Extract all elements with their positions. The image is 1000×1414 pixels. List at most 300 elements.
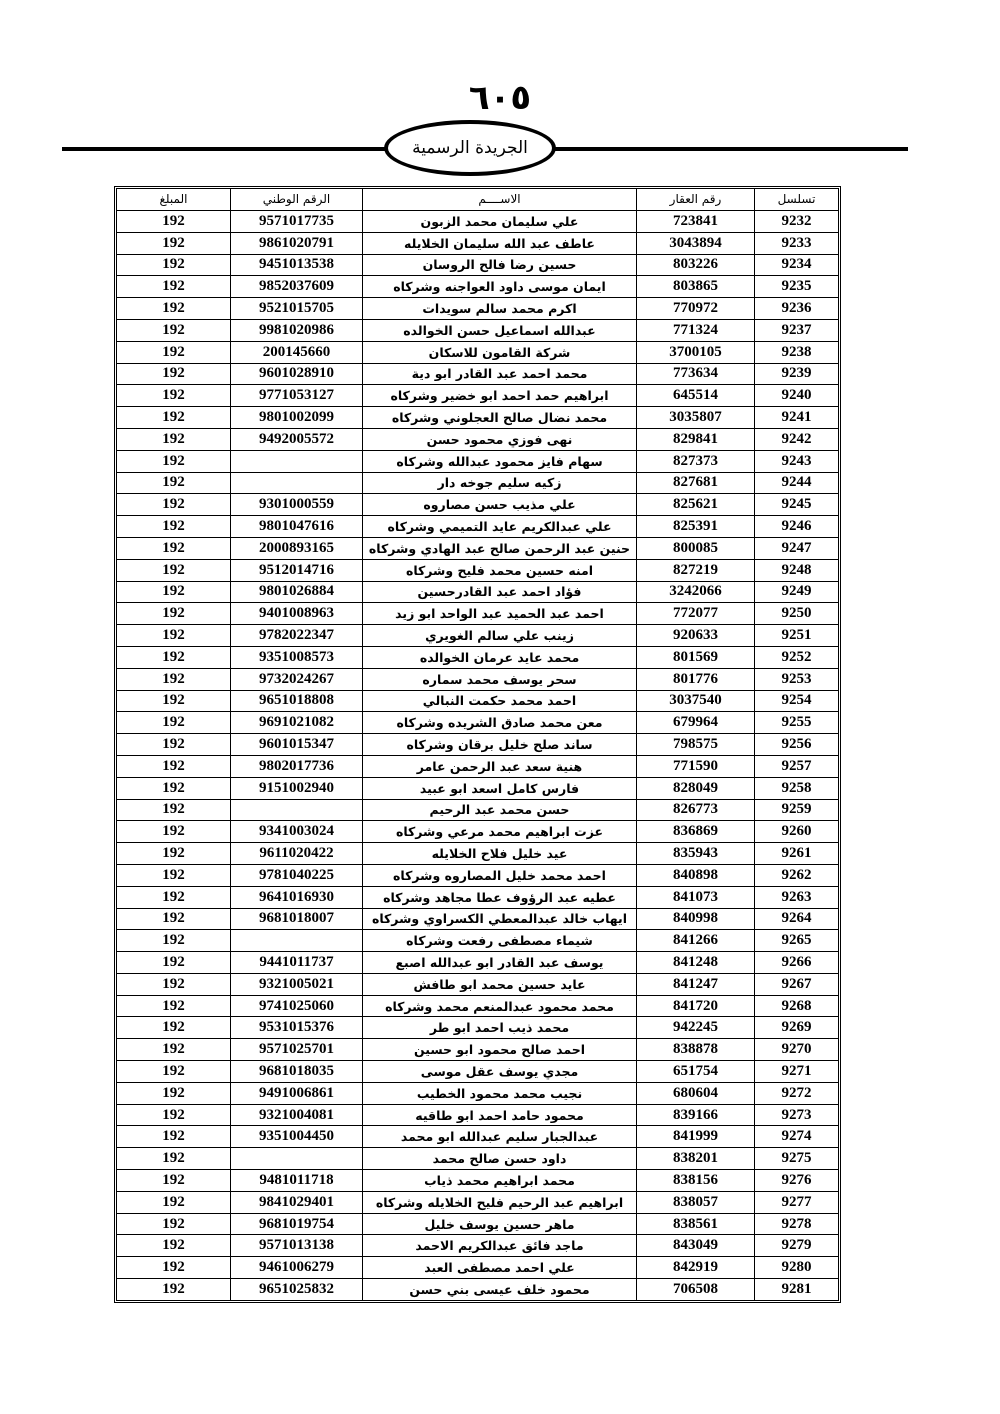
property-number-cell: 827681 (637, 472, 755, 494)
property-number-cell: 651754 (637, 1061, 755, 1083)
amount-cell: 192 (117, 1191, 231, 1213)
amount-cell: 192 (117, 428, 231, 450)
property-number-cell: 679964 (637, 712, 755, 734)
amount-cell: 192 (117, 712, 231, 734)
table-row (117, 1061, 839, 1083)
table-row (117, 843, 839, 865)
serial-cell: 9276 (755, 1170, 839, 1192)
table-row (117, 668, 839, 690)
serial-cell: 9237 (755, 319, 839, 341)
name-cell: محمد عايد عرمان الخوالده (363, 646, 637, 668)
name-cell: عطيه عبد الرؤوف عطا مجاهد وشركاه (363, 886, 637, 908)
serial-cell: 9267 (755, 973, 839, 995)
serial-cell: 9264 (755, 908, 839, 930)
table-row (117, 1126, 839, 1148)
national-id-cell: 9861020791 (231, 232, 363, 254)
serial-cell: 9275 (755, 1148, 839, 1170)
amount-cell: 192 (117, 537, 231, 559)
table-row (117, 211, 839, 233)
national-id-cell: 9481011718 (231, 1170, 363, 1192)
table-row (117, 559, 839, 581)
name-cell: ماهر حسين يوسف خليل (363, 1213, 637, 1235)
table-row (117, 1104, 839, 1126)
national-id-cell: 9852037609 (231, 276, 363, 298)
national-id-cell: 9492005572 (231, 428, 363, 450)
serial-cell: 9243 (755, 450, 839, 472)
name-cell: نهى فوزي محمود حسن (363, 428, 637, 450)
serial-cell: 9273 (755, 1104, 839, 1126)
table-row (117, 995, 839, 1017)
national-id-cell: 9641016930 (231, 886, 363, 908)
column-header-amount: المبلغ (117, 189, 231, 211)
property-number-cell: 841999 (637, 1126, 755, 1148)
table-row (117, 952, 839, 974)
amount-cell: 192 (117, 1126, 231, 1148)
table-row (117, 276, 839, 298)
table-row (117, 973, 839, 995)
serial-cell: 9256 (755, 734, 839, 756)
name-cell: عزت ابراهيم محمد مرعي وشركاه (363, 821, 637, 843)
property-number-cell: 723841 (637, 211, 755, 233)
amount-cell: 192 (117, 1039, 231, 1061)
name-cell: شركة القامون للاسكان (363, 341, 637, 363)
property-number-cell: 827219 (637, 559, 755, 581)
serial-cell: 9254 (755, 690, 839, 712)
table-row (117, 886, 839, 908)
table-row (117, 799, 839, 821)
property-number-cell: 771324 (637, 319, 755, 341)
table-row (117, 232, 839, 254)
serial-cell: 9257 (755, 755, 839, 777)
table-row (117, 1235, 839, 1257)
name-cell: اكرم محمد سالم سويدات (363, 298, 637, 320)
amount-cell: 192 (117, 581, 231, 603)
amount-cell: 192 (117, 1257, 231, 1279)
table-row (117, 755, 839, 777)
amount-cell: 192 (117, 450, 231, 472)
amount-cell: 192 (117, 995, 231, 1017)
property-number-cell: 827373 (637, 450, 755, 472)
serial-cell: 9281 (755, 1279, 839, 1301)
serial-cell: 9239 (755, 363, 839, 385)
property-number-cell: 3043894 (637, 232, 755, 254)
table-row (117, 298, 839, 320)
serial-cell: 9279 (755, 1235, 839, 1257)
property-number-cell: 803226 (637, 254, 755, 276)
amount-cell: 192 (117, 843, 231, 865)
name-cell: فؤاد احمد عبد القادرحسين (363, 581, 637, 603)
column-header-name: الاســــم (363, 189, 637, 211)
name-cell: شيماء مصطفى رفعت وشركاه (363, 930, 637, 952)
national-id-cell: 200145660 (231, 341, 363, 363)
table-row (117, 1170, 839, 1192)
serial-cell: 9242 (755, 428, 839, 450)
national-id-cell (231, 450, 363, 472)
serial-cell: 9280 (755, 1257, 839, 1279)
name-cell: احمد محمد حكمت النبالي (363, 690, 637, 712)
table-row (117, 319, 839, 341)
table-row (117, 1279, 839, 1301)
amount-cell: 192 (117, 1213, 231, 1235)
amount-cell: 192 (117, 646, 231, 668)
serial-cell: 9246 (755, 516, 839, 538)
column-header-serial: تسلسل (755, 189, 839, 211)
serial-cell: 9269 (755, 1017, 839, 1039)
national-id-cell: 9601028910 (231, 363, 363, 385)
table-row (117, 407, 839, 429)
name-cell: عبدالله اسماعيل حسن الخوالده (363, 319, 637, 341)
name-cell: امنه حسين محمد فليح وشركاه (363, 559, 637, 581)
name-cell: فارس كامل اسعد ابو عبيد (363, 777, 637, 799)
amount-cell: 192 (117, 298, 231, 320)
table-row (117, 472, 839, 494)
name-cell: سهام فايز محمود عبدالله وشركاه (363, 450, 637, 472)
national-id-cell: 9651018808 (231, 690, 363, 712)
amount-cell: 192 (117, 1235, 231, 1257)
amount-cell: 192 (117, 1082, 231, 1104)
property-number-cell: 645514 (637, 385, 755, 407)
table-row (117, 385, 839, 407)
table-row (117, 1257, 839, 1279)
national-id-cell: 9321005021 (231, 973, 363, 995)
table-row (117, 516, 839, 538)
national-id-cell: 9441011737 (231, 952, 363, 974)
property-number-cell: 680604 (637, 1082, 755, 1104)
amount-cell: 192 (117, 407, 231, 429)
serial-cell: 9233 (755, 232, 839, 254)
table-row (117, 581, 839, 603)
serial-cell: 9255 (755, 712, 839, 734)
column-header-property-number: رقم العقار (637, 189, 755, 211)
amount-cell: 192 (117, 1061, 231, 1083)
national-id-cell: 9741025060 (231, 995, 363, 1017)
table-row (117, 428, 839, 450)
national-id-cell: 9771053127 (231, 385, 363, 407)
property-number-cell: 772077 (637, 603, 755, 625)
national-id-cell: 9681019754 (231, 1213, 363, 1235)
amount-cell: 192 (117, 472, 231, 494)
national-id-cell: 9451013538 (231, 254, 363, 276)
serial-cell: 9238 (755, 341, 839, 363)
property-number-cell: 825621 (637, 494, 755, 516)
serial-cell: 9249 (755, 581, 839, 603)
name-cell: حنين عبد الرحمن صالح عبد الهادي وشركاه (363, 537, 637, 559)
records-table (116, 188, 839, 1301)
name-cell: محمود خلف عيسى بني حسن (363, 1279, 637, 1301)
national-id-cell: 9681018007 (231, 908, 363, 930)
amount-cell: 192 (117, 821, 231, 843)
property-number-cell: 841720 (637, 995, 755, 1017)
name-cell: احمد صالح محمود ابو حسين (363, 1039, 637, 1061)
national-id-cell: 9491006861 (231, 1082, 363, 1104)
amount-cell: 192 (117, 1279, 231, 1301)
property-number-cell: 839166 (637, 1104, 755, 1126)
name-cell: محمد ذيب احمد ابو طر (363, 1017, 637, 1039)
amount-cell: 192 (117, 494, 231, 516)
name-cell: محمد نضال صالح العجلوني وشركاه (363, 407, 637, 429)
name-cell: احمد عبد الحميد عبد الواحد ابو زيد (363, 603, 637, 625)
table-row (117, 603, 839, 625)
property-number-cell: 3700105 (637, 341, 755, 363)
name-cell: ايمان موسى داود العواجنه وشركاه (363, 276, 637, 298)
name-cell: مجدي يوسف عقل موسى (363, 1061, 637, 1083)
property-number-cell: 942245 (637, 1017, 755, 1039)
name-cell: ابراهيم عبد الرحيم فليح الخلايله وشركاه (363, 1191, 637, 1213)
name-cell: حسين رضا فالح الروسان (363, 254, 637, 276)
table-row (117, 734, 839, 756)
serial-cell: 9277 (755, 1191, 839, 1213)
serial-cell: 9236 (755, 298, 839, 320)
national-id-cell: 9801002099 (231, 407, 363, 429)
name-cell: داود حسن صالح محمد (363, 1148, 637, 1170)
name-cell: سحر يوسف محمد سماره (363, 668, 637, 690)
property-number-cell: 800085 (637, 537, 755, 559)
table-row (117, 341, 839, 363)
national-id-cell: 9601015347 (231, 734, 363, 756)
gazette-title-oval (384, 120, 556, 176)
table-row (117, 712, 839, 734)
table-row (117, 1191, 839, 1213)
property-number-cell: 920633 (637, 625, 755, 647)
national-id-cell: 9691021082 (231, 712, 363, 734)
serial-cell: 9247 (755, 537, 839, 559)
amount-cell: 192 (117, 952, 231, 974)
name-cell: نجيب محمد محمود الخطيب (363, 1082, 637, 1104)
amount-cell: 192 (117, 777, 231, 799)
property-number-cell: 838201 (637, 1148, 755, 1170)
serial-cell: 9258 (755, 777, 839, 799)
amount-cell: 192 (117, 1104, 231, 1126)
serial-cell: 9272 (755, 1082, 839, 1104)
national-id-cell: 9321004081 (231, 1104, 363, 1126)
name-cell: عايد حسين محمد ابو طافش (363, 973, 637, 995)
name-cell: علي احمد مصطفى العبد (363, 1257, 637, 1279)
property-number-cell: 825391 (637, 516, 755, 538)
name-cell: معن محمد صادق الشريده وشركاه (363, 712, 637, 734)
national-id-cell (231, 472, 363, 494)
amount-cell: 192 (117, 1170, 231, 1192)
page-number: ٦٠٥ (468, 78, 532, 118)
name-cell: عاطف عبد الله سليمان الخلايله (363, 232, 637, 254)
property-number-cell: 841266 (637, 930, 755, 952)
national-id-cell: 9611020422 (231, 843, 363, 865)
table-row (117, 1017, 839, 1039)
name-cell: ايهاب خالد عبدالمعطي الكسراوي وشركاه (363, 908, 637, 930)
national-id-cell: 9781040225 (231, 864, 363, 886)
amount-cell: 192 (117, 232, 231, 254)
serial-cell: 9270 (755, 1039, 839, 1061)
national-id-cell: 9351008573 (231, 646, 363, 668)
name-cell: زكيه سليم جوخه دار (363, 472, 637, 494)
table-row (117, 1148, 839, 1170)
national-id-cell: 9801026884 (231, 581, 363, 603)
table-row (117, 908, 839, 930)
name-cell: ابراهيم حمد احمد ابو خضير وشركاه (363, 385, 637, 407)
serial-cell: 9268 (755, 995, 839, 1017)
table-header-row (117, 189, 839, 211)
name-cell: يوسف عبد القادر ابو عبدالله اصبع (363, 952, 637, 974)
table-row (117, 690, 839, 712)
serial-cell: 9278 (755, 1213, 839, 1235)
amount-cell: 192 (117, 908, 231, 930)
property-number-cell: 840898 (637, 864, 755, 886)
amount-cell: 192 (117, 668, 231, 690)
national-id-cell: 9401008963 (231, 603, 363, 625)
property-number-cell: 3037540 (637, 690, 755, 712)
national-id-cell: 9782022347 (231, 625, 363, 647)
national-id-cell: 9571017735 (231, 211, 363, 233)
property-number-cell: 706508 (637, 1279, 755, 1301)
national-id-cell (231, 799, 363, 821)
property-number-cell: 838561 (637, 1213, 755, 1235)
table-row (117, 254, 839, 276)
serial-cell: 9245 (755, 494, 839, 516)
serial-cell: 9252 (755, 646, 839, 668)
national-id-cell: 9981020986 (231, 319, 363, 341)
table-row (117, 494, 839, 516)
property-number-cell: 3035807 (637, 407, 755, 429)
property-number-cell: 798575 (637, 734, 755, 756)
table-row (117, 537, 839, 559)
serial-cell: 9251 (755, 625, 839, 647)
amount-cell: 192 (117, 930, 231, 952)
national-id-cell: 9512014716 (231, 559, 363, 581)
table-row (117, 930, 839, 952)
table-row (117, 821, 839, 843)
amount-cell: 192 (117, 886, 231, 908)
amount-cell: 192 (117, 385, 231, 407)
national-id-cell: 9571025701 (231, 1039, 363, 1061)
name-cell: علي سليمان محمد الزبون (363, 211, 637, 233)
amount-cell: 192 (117, 1017, 231, 1039)
property-number-cell: 803865 (637, 276, 755, 298)
property-number-cell: 771590 (637, 755, 755, 777)
name-cell: محمود حامد احمد ابو طاقيه (363, 1104, 637, 1126)
property-number-cell: 829841 (637, 428, 755, 450)
amount-cell: 192 (117, 516, 231, 538)
property-number-cell: 773634 (637, 363, 755, 385)
property-number-cell: 828049 (637, 777, 755, 799)
serial-cell: 9266 (755, 952, 839, 974)
serial-cell: 9241 (755, 407, 839, 429)
property-number-cell: 801776 (637, 668, 755, 690)
property-number-cell: 826773 (637, 799, 755, 821)
national-id-cell: 9802017736 (231, 755, 363, 777)
serial-cell: 9248 (755, 559, 839, 581)
national-id-cell (231, 930, 363, 952)
national-id-cell: 9801047616 (231, 516, 363, 538)
national-id-cell: 9651025832 (231, 1279, 363, 1301)
national-id-cell: 9151002940 (231, 777, 363, 799)
table-row (117, 1039, 839, 1061)
name-cell: ماجد فائق عبدالكريم الاحمد (363, 1235, 637, 1257)
amount-cell: 192 (117, 1148, 231, 1170)
property-number-cell: 836869 (637, 821, 755, 843)
serial-cell: 9232 (755, 211, 839, 233)
national-id-cell (231, 1148, 363, 1170)
name-cell: عيد خليل فلاح الخلايله (363, 843, 637, 865)
table-row (117, 777, 839, 799)
name-cell: عبدالجبار سليم عبدالله ابو محمد (363, 1126, 637, 1148)
property-number-cell: 841248 (637, 952, 755, 974)
serial-cell: 9240 (755, 385, 839, 407)
property-number-cell: 3242066 (637, 581, 755, 603)
amount-cell: 192 (117, 341, 231, 363)
property-number-cell: 840998 (637, 908, 755, 930)
national-id-cell: 9301000559 (231, 494, 363, 516)
property-number-cell: 801569 (637, 646, 755, 668)
property-number-cell: 838057 (637, 1191, 755, 1213)
name-cell: ساند صلح خليل برقان وشركاه (363, 734, 637, 756)
national-id-cell: 9351004450 (231, 1126, 363, 1148)
serial-cell: 9271 (755, 1061, 839, 1083)
property-number-cell: 770972 (637, 298, 755, 320)
serial-cell: 9274 (755, 1126, 839, 1148)
name-cell: محمد احمد عبد القادر ابو دية (363, 363, 637, 385)
amount-cell: 192 (117, 559, 231, 581)
serial-cell: 9253 (755, 668, 839, 690)
table-row (117, 646, 839, 668)
property-number-cell: 838156 (637, 1170, 755, 1192)
amount-cell: 192 (117, 276, 231, 298)
national-id-cell: 9571013138 (231, 1235, 363, 1257)
amount-cell: 192 (117, 755, 231, 777)
amount-cell: 192 (117, 211, 231, 233)
national-id-cell: 9521015705 (231, 298, 363, 320)
serial-cell: 9260 (755, 821, 839, 843)
national-id-cell: 9732024267 (231, 668, 363, 690)
amount-cell: 192 (117, 603, 231, 625)
national-id-cell: 9841029401 (231, 1191, 363, 1213)
column-header-national-id: الرقم الوطني (231, 189, 363, 211)
serial-cell: 9261 (755, 843, 839, 865)
property-number-cell: 838878 (637, 1039, 755, 1061)
table-row (117, 625, 839, 647)
property-number-cell: 841247 (637, 973, 755, 995)
name-cell: علي مذيب حسن مصاروه (363, 494, 637, 516)
property-number-cell: 841073 (637, 886, 755, 908)
name-cell: محمد محمود عبدالمنعم محمد وشركاه (363, 995, 637, 1017)
name-cell: هنية سعد عبد الرحمن عامر (363, 755, 637, 777)
name-cell: احمد محمد خليل المصاروه وشركاه (363, 864, 637, 886)
serial-cell: 9244 (755, 472, 839, 494)
national-id-cell: 9681018035 (231, 1061, 363, 1083)
table-row (117, 1082, 839, 1104)
name-cell: علي عبدالكريم عايد التميمي وشركاه (363, 516, 637, 538)
property-number-cell: 842919 (637, 1257, 755, 1279)
amount-cell: 192 (117, 363, 231, 385)
serial-cell: 9262 (755, 864, 839, 886)
amount-cell: 192 (117, 973, 231, 995)
serial-cell: 9235 (755, 276, 839, 298)
national-id-cell: 9341003024 (231, 821, 363, 843)
table-row (117, 1213, 839, 1235)
national-id-cell: 9531015376 (231, 1017, 363, 1039)
table-row (117, 450, 839, 472)
gazette-title: الجريدة الرسمية (412, 138, 528, 158)
property-number-cell: 835943 (637, 843, 755, 865)
table-row (117, 864, 839, 886)
amount-cell: 192 (117, 734, 231, 756)
serial-cell: 9234 (755, 254, 839, 276)
name-cell: زينب علي سالم الغويري (363, 625, 637, 647)
amount-cell: 192 (117, 625, 231, 647)
amount-cell: 192 (117, 254, 231, 276)
amount-cell: 192 (117, 799, 231, 821)
national-id-cell: 9461006279 (231, 1257, 363, 1279)
property-number-cell: 843049 (637, 1235, 755, 1257)
serial-cell: 9250 (755, 603, 839, 625)
